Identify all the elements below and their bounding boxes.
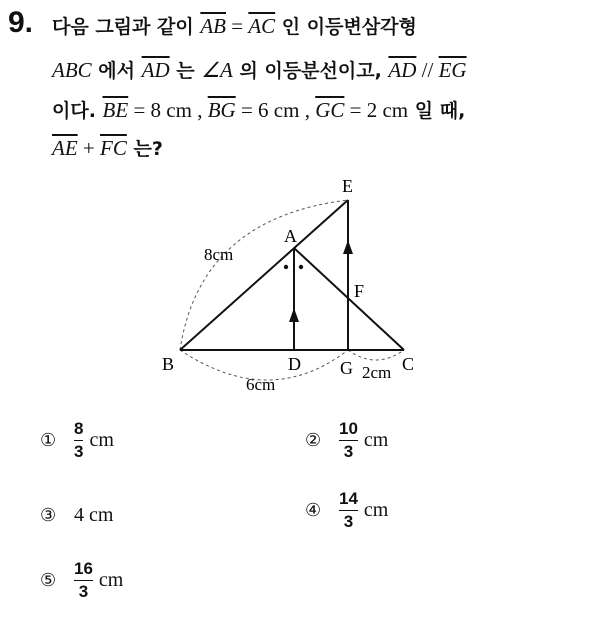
label-e: E xyxy=(342,176,353,196)
parallel-arrow-ad xyxy=(289,308,299,322)
label-a: A xyxy=(284,226,297,246)
arc-gc xyxy=(348,350,404,360)
question-line-4: $\overline{AE} + \overline{FC}$ 는? xyxy=(52,136,163,160)
fraction: $\frac{14}{3}$ xyxy=(339,489,358,531)
question-line-1: 다음 그림과 같이 $\overline{AB} = \overline{AC}$ 인 이등변삼각형 xyxy=(52,14,417,38)
fraction: $\frac{10}{3}$ xyxy=(339,419,358,461)
fraction: $\frac{8}{3}$ xyxy=(74,419,84,461)
question-line-2: ABC 에서 $\overline{AD}$ 는 ∠A 의 이등분선이고, $\overline{AD} // \overline{EG}$ xyxy=(52,58,467,82)
angle-dot-left xyxy=(284,265,288,269)
choice-2[interactable]: ② $\frac{10}{3}$ cm xyxy=(305,419,389,461)
geometry-figure xyxy=(150,170,420,400)
dim-bg: 6cm xyxy=(246,375,276,394)
label-b: B xyxy=(162,354,175,374)
label-g: G xyxy=(340,358,353,378)
dim-gc: 2cm xyxy=(362,363,392,382)
label-f: F xyxy=(354,281,365,301)
question-line-3: 이다. $\overline{BE} = 8$ cm , $\overline{BG} = 6$ cm , $\overline{GC} = 2$ cm 일 때, xyxy=(52,98,466,122)
parallel-arrow-eg xyxy=(343,240,353,254)
choice-5[interactable]: ⑤ $\frac{16}{3}$ cm xyxy=(40,559,124,601)
label-c: C xyxy=(402,354,415,374)
label-d: D xyxy=(288,354,301,374)
choice-4[interactable]: ④ $\frac{14}{3}$ cm xyxy=(305,489,389,531)
choice-1[interactable]: ① $\frac{8}{3}$ cm xyxy=(40,419,114,461)
angle-dot-right xyxy=(299,265,303,269)
fraction: $\frac{16}{3}$ xyxy=(74,559,93,601)
question-number: 9. xyxy=(8,6,34,39)
choice-3[interactable]: ③ 4 cm xyxy=(40,504,114,526)
dim-be: 8cm xyxy=(204,245,234,264)
